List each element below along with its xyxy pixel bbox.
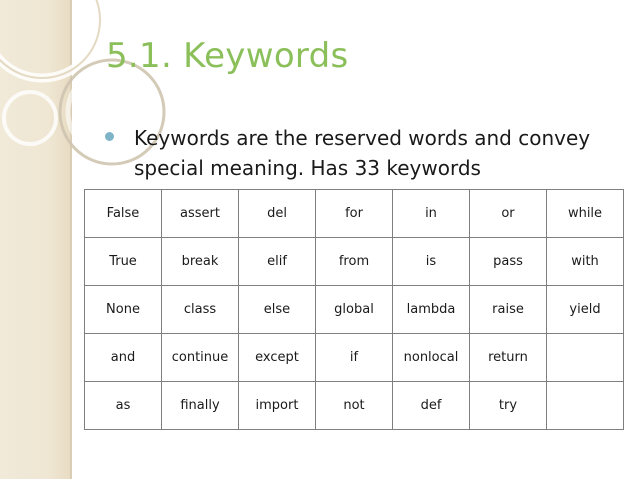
table-row xyxy=(85,286,624,334)
table-cell: True xyxy=(85,238,162,286)
table-cell: from xyxy=(316,238,393,286)
table-cell: for xyxy=(316,190,393,238)
bullet-text: Keywords are the reserved words and convey special meaning. Has 33 keywords xyxy=(134,126,591,180)
slide-title: 5.1. Keywords xyxy=(106,36,349,76)
table-cell: yield xyxy=(547,286,624,334)
table-cell xyxy=(547,334,624,382)
table-cell xyxy=(547,382,624,430)
table-cell: or xyxy=(470,190,547,238)
table-cell: False xyxy=(85,190,162,238)
table-cell: except xyxy=(239,334,316,382)
table-cell: as xyxy=(85,382,162,430)
table-cell: lambda xyxy=(393,286,470,334)
table-cell: try xyxy=(470,382,547,430)
table-row xyxy=(85,334,624,382)
table-cell: in xyxy=(393,190,470,238)
bullet-icon xyxy=(105,132,114,141)
table-cell: while xyxy=(547,190,624,238)
table-cell: is xyxy=(393,238,470,286)
table-cell: return xyxy=(470,334,547,382)
table-cell: global xyxy=(316,286,393,334)
table-cell: assert xyxy=(162,190,239,238)
keywords-table xyxy=(84,189,624,430)
table-cell: elif xyxy=(239,238,316,286)
table-cell: class xyxy=(162,286,239,334)
table-cell: else xyxy=(239,286,316,334)
table-cell: import xyxy=(239,382,316,430)
table-cell: nonlocal xyxy=(393,334,470,382)
table-row xyxy=(85,382,624,430)
table-cell: if xyxy=(316,334,393,382)
table-cell: continue xyxy=(162,334,239,382)
table-cell: def xyxy=(393,382,470,430)
table-cell: None xyxy=(85,286,162,334)
table-cell: pass xyxy=(470,238,547,286)
table-cell: and xyxy=(85,334,162,382)
table-cell: break xyxy=(162,238,239,286)
table-cell: del xyxy=(239,190,316,238)
table-cell: raise xyxy=(470,286,547,334)
table-row xyxy=(85,238,624,286)
table-cell: not xyxy=(316,382,393,430)
table-row xyxy=(85,190,624,238)
table-cell: finally xyxy=(162,382,239,430)
table-cell: with xyxy=(547,238,624,286)
